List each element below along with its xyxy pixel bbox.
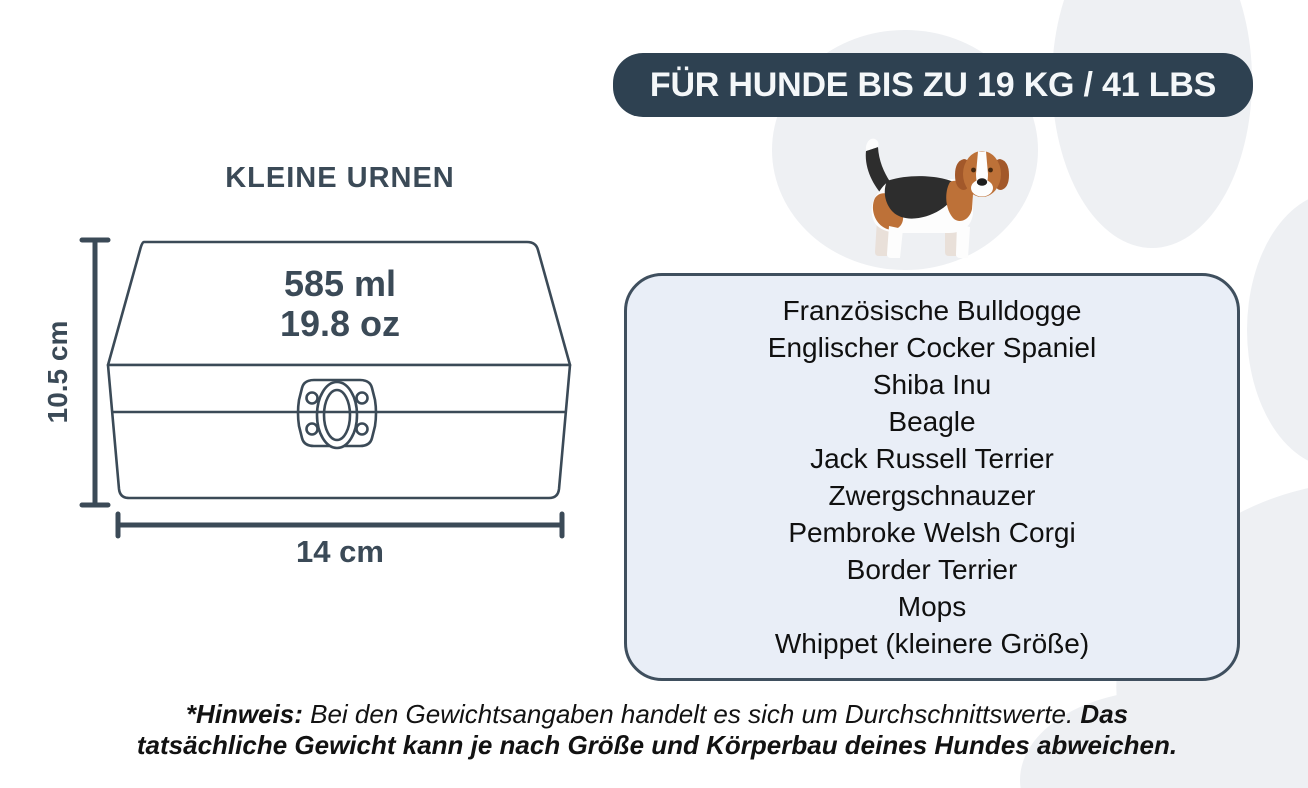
breed-item: Mops xyxy=(897,591,967,622)
breed-item: Englischer Cocker Spaniel xyxy=(767,332,1097,363)
urn-volume-oz: 19.8 oz xyxy=(279,303,401,344)
breed-list-panel xyxy=(624,273,1240,681)
breed-item: Zwergschnauzer xyxy=(828,480,1036,511)
urn-section-title: KLEINE URNEN xyxy=(225,162,455,194)
breed-item: Whippet (kleinere Größe) xyxy=(774,628,1090,659)
weight-disclaimer-note xyxy=(134,699,1180,761)
breed-item: Border Terrier xyxy=(846,554,1018,585)
note-prefix: *Hinweis: xyxy=(185,699,303,729)
breed-item: Shiba Inu xyxy=(872,369,992,400)
breed-item: Französische Bulldogge xyxy=(782,295,1082,326)
weight-disclaimer-line-1 xyxy=(134,699,1180,730)
beagle-illustration xyxy=(851,134,1011,264)
note-bold-start: Das xyxy=(1080,699,1129,729)
weight-capacity-banner xyxy=(613,53,1253,117)
urn-volume-label xyxy=(190,264,490,344)
weight-disclaimer-line-2: tatsächliche Gewicht kann je nach Größe und Körperbau deines Hundes abweichen. xyxy=(136,730,1178,760)
breed-item: Jack Russell Terrier xyxy=(810,443,1054,474)
weight-capacity-label: FÜR HUNDE BIS ZU 19 KG / 41 LBS xyxy=(649,65,1217,104)
urn-volume-ml: 585 ml xyxy=(283,263,397,304)
breed-item: Beagle xyxy=(888,406,976,437)
urn-width-label: 14 cm xyxy=(296,534,384,569)
breed-item: Pembroke Welsh Corgi xyxy=(788,517,1076,548)
note-body: Bei den Gewichtsangaben handelt es sich um Durchschnittswerte. xyxy=(302,699,1081,729)
urn-height-label: 10.5 cm xyxy=(42,320,73,424)
